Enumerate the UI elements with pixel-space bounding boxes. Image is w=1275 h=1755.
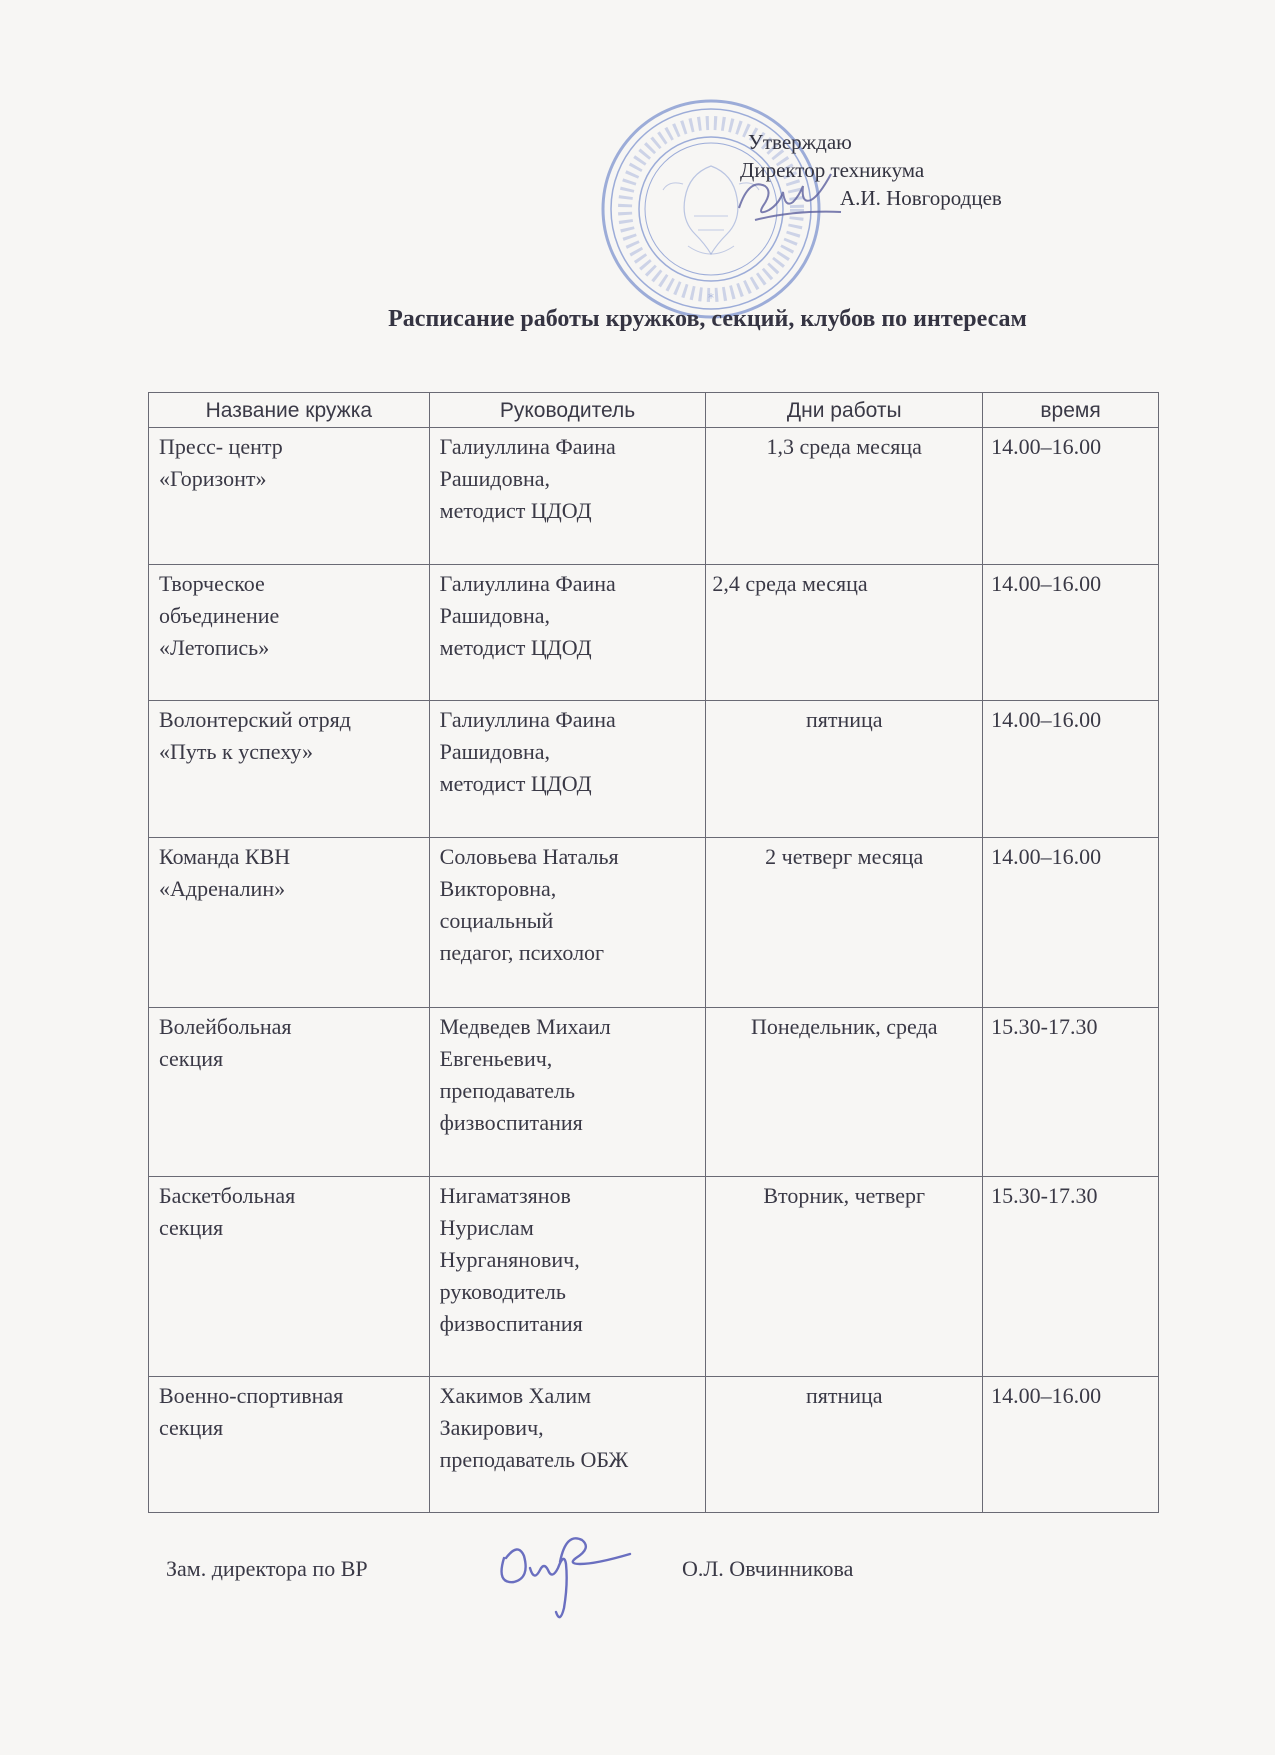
leader-cell: Соловьева Наталья Викторовна, социальный педагог, психолог (429, 838, 706, 1008)
document-title: Расписание работы кружков, секций, клубов по интересам (388, 306, 1027, 332)
leader-cell: Хакимов Халим Закирович, преподаватель ОБЖ (429, 1377, 706, 1513)
leader-cell: Медведев Михаил Евгеньевич, преподаватель физвоспитания (429, 1008, 706, 1177)
table-row (149, 565, 1159, 701)
time-cell: 14.00–16.00 (983, 428, 1159, 565)
deputy-position: Зам. директора по ВР (166, 1556, 368, 1581)
days-cell: пятница (706, 701, 983, 838)
header-days: Дни работы (706, 393, 983, 428)
leader-cell: Галиуллина Фаина Рашидовна, методист ЦДОД (429, 701, 706, 838)
approval-block (740, 128, 1002, 212)
table-row (149, 1177, 1159, 1377)
table-header-row (149, 393, 1159, 428)
club-name-cell: Творческое объединение «Летопись» (149, 565, 430, 701)
header-leader: Руководитель (429, 393, 706, 428)
days-cell: Понедельник, среда (706, 1008, 983, 1177)
days-cell: 2 четверг месяца (706, 838, 983, 1008)
club-name-cell: Волейбольная секция (149, 1008, 430, 1177)
club-name-cell: Баскетбольная секция (149, 1177, 430, 1377)
time-cell: 14.00–16.00 (983, 701, 1159, 838)
table-row (149, 838, 1159, 1008)
time-cell: 14.00–16.00 (983, 1377, 1159, 1513)
days-cell: Вторник, четверг (706, 1177, 983, 1377)
table-row (149, 1377, 1159, 1513)
approval-heading: Утверждаю (748, 130, 852, 154)
time-cell: 14.00–16.00 (983, 565, 1159, 701)
table-row (149, 1008, 1159, 1177)
header-club-name: Название кружка (149, 393, 430, 428)
time-cell: 15.30-17.30 (983, 1177, 1159, 1377)
club-name-cell: Военно-спортивная секция (149, 1377, 430, 1513)
table-row (149, 428, 1159, 565)
svg-text:*: * (708, 291, 714, 305)
schedule-table (148, 392, 1159, 1513)
days-cell: 1,3 среда месяца (706, 428, 983, 565)
time-cell: 14.00–16.00 (983, 838, 1159, 1008)
table-row (149, 701, 1159, 838)
days-cell: пятница (706, 1377, 983, 1513)
leader-cell: Галиуллина Фаина Рашидовна, методист ЦДОД (429, 565, 706, 701)
time-cell: 15.30-17.30 (983, 1008, 1159, 1177)
header-time: время (983, 393, 1159, 428)
club-name-cell: Команда КВН «Адреналин» (149, 838, 430, 1008)
club-name-cell: Пресс- центр «Горизонт» (149, 428, 430, 565)
leader-cell: Нигаматзянов Нурислам Нурганянович, руководитель физвоспитания (429, 1177, 706, 1377)
club-name-cell: Волонтерский отряд «Путь к успеху» (149, 701, 430, 838)
leader-cell: Галиуллина Фаина Рашидовна, методист ЦДОД (429, 428, 706, 565)
approver-position: Директор техникума (740, 158, 925, 182)
approver-name: А.И. Новгородцев (840, 186, 1002, 210)
deputy-signature-icon (490, 1528, 640, 1628)
deputy-name: О.Л. Овчинникова (682, 1556, 854, 1581)
days-cell: 2,4 среда месяца (706, 565, 983, 701)
